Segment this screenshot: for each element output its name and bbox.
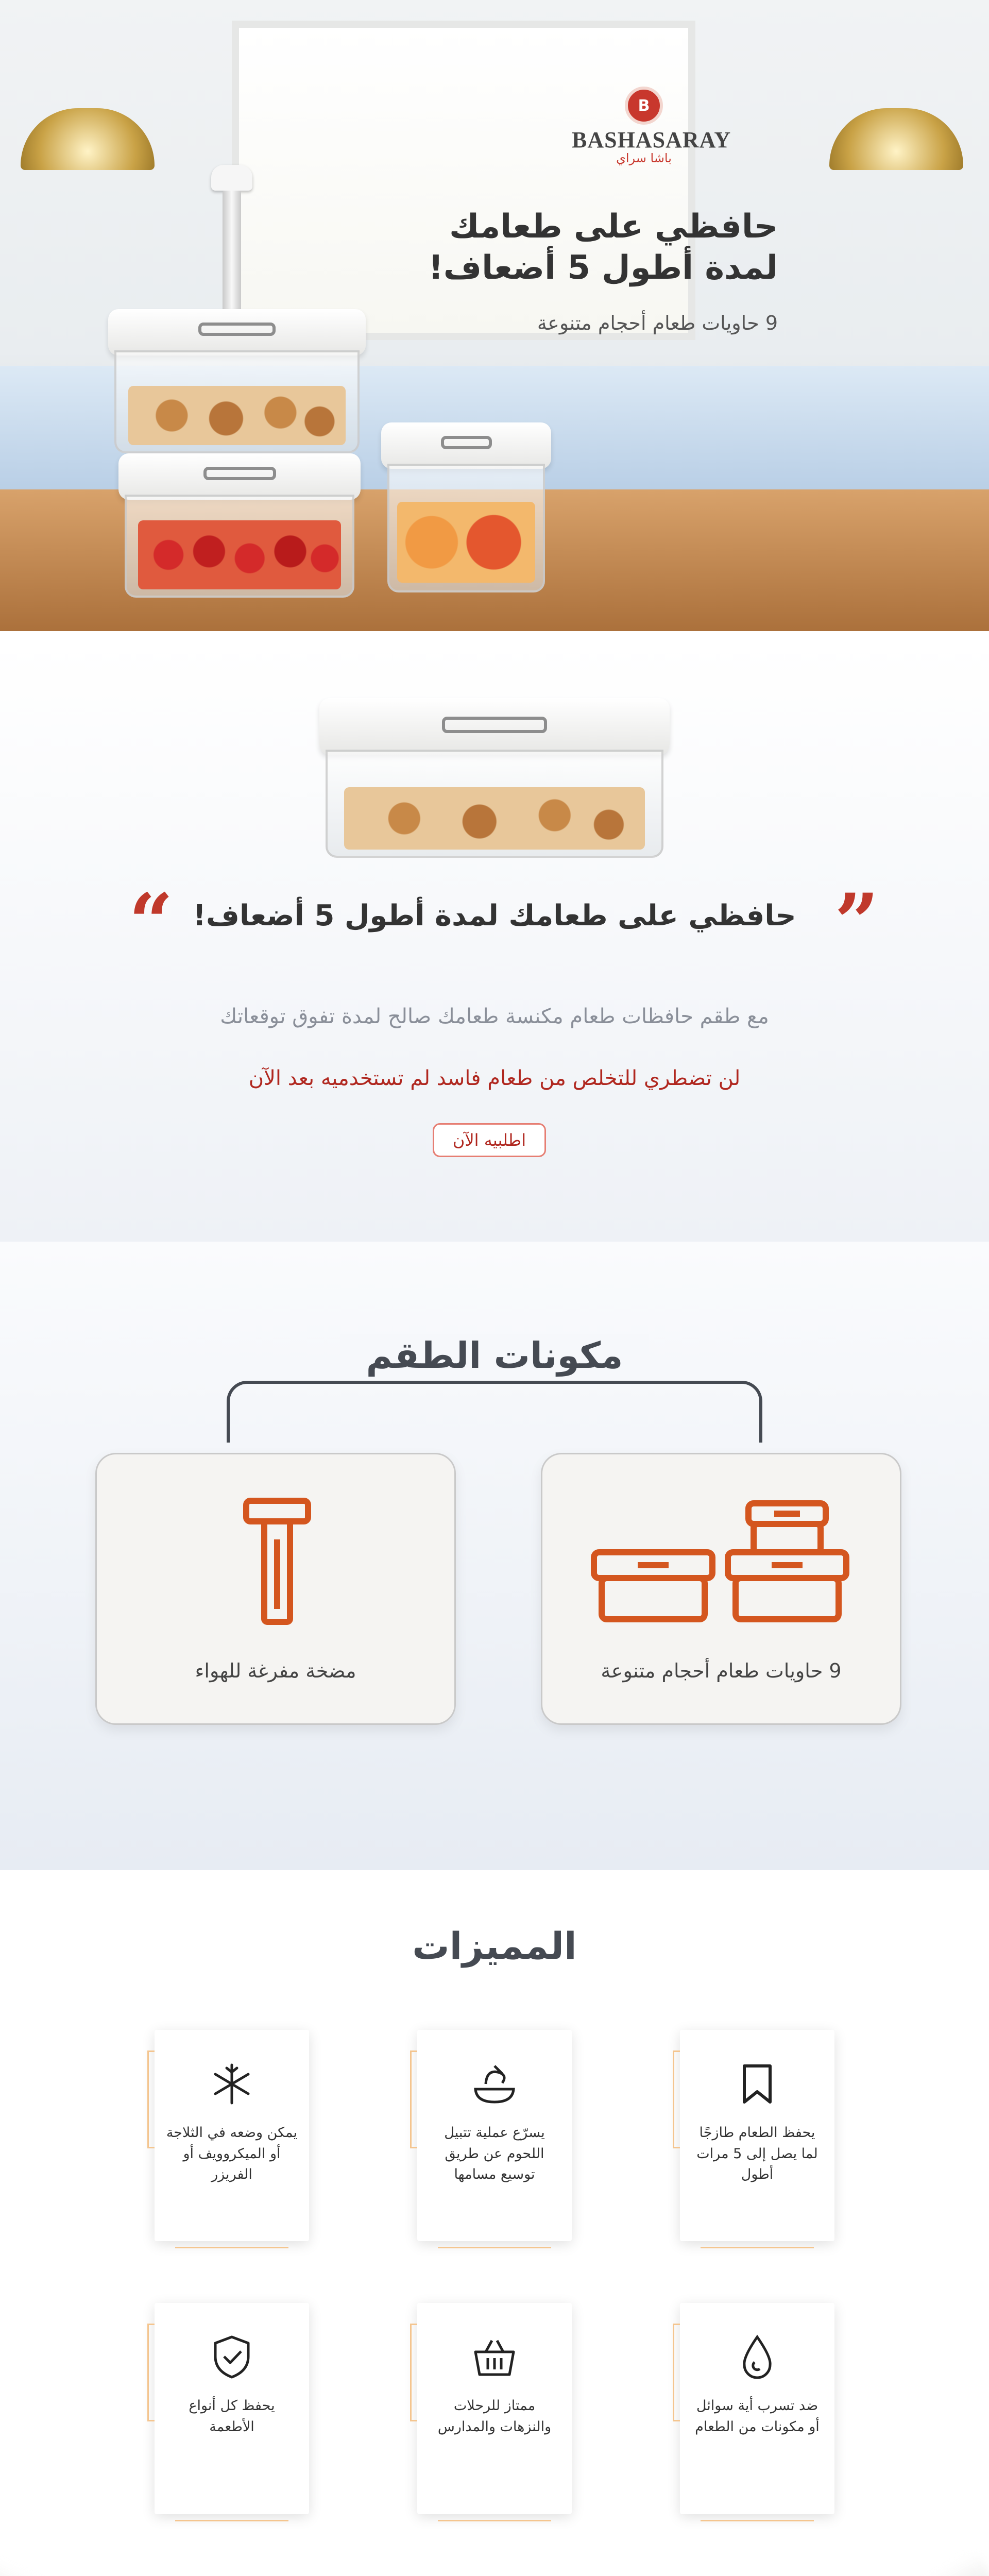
feature-text: يحفظ الطعام طازجًا لما يصل إلى 5 مرات أطول [696,2125,818,2182]
hero-title [422,206,778,289]
feature-card [680,2303,834,2514]
feature-text: يحفظ كل أنواع الأطعمة [189,2398,275,2435]
basket-icon [471,2336,518,2378]
open-quote-icon: ” [834,877,879,968]
component-label: 9 حاويات طعام أحجام متنوعة [601,1659,842,1682]
shield-check-icon [211,2334,252,2380]
features-title: المميزات [412,1924,577,1968]
snowflake-sun-icon [209,2061,255,2107]
component-card-containers [541,1453,901,1725]
feature-text: ممتاز للرحلات والنزهات والمدارس [437,2398,552,2435]
intro-subtitle: مع طقم حافظات طعام مكنسة طعامك صالح لمدة تفوق توقعاتك [220,1005,769,1028]
kitchen-window [232,21,695,340]
drop-icon [739,2334,775,2380]
feature-text: ضد تسرب أية سوائل أو مكونات من الطعام [695,2398,820,2435]
peach-container-image [381,422,551,592]
close-quote-icon: “ [129,877,174,968]
features-section [0,1870,989,2576]
cookie-container-image [108,309,366,453]
intro-note: لن تضطري للتخلص من طعام فاسد لم تستخدميه بعد الآن [248,1066,741,1090]
logo-mark: B [625,87,663,125]
containers-icon [589,1496,857,1630]
pump-icon [241,1496,313,1630]
brand-name: BASHASARAY [572,127,731,152]
intro-title: حافظي على طعامك لمدة أطول 5 أضعاف! [193,899,796,933]
feature-card [680,2030,834,2241]
feature-card [155,2030,309,2241]
kit-components-section [0,1242,989,1870]
title-bracket [227,1381,762,1443]
component-label: مضخة مفرغة للهواء [195,1659,356,1682]
decorative-container-right [828,2553,989,2576]
product-container-image [319,698,670,858]
hero-title-line-1: حافظي على طعامك [449,208,778,246]
feature-card [155,2303,309,2514]
pendant-lamp [21,108,155,170]
component-card-pump [95,1453,456,1725]
feature-text: يسرّع عملية تتبيل اللحوم عن طريق توسيع مسامها [444,2125,545,2182]
bookmark-icon [739,2063,775,2105]
brand-name-ar: باشا سراي [616,151,672,165]
feature-card [417,2303,572,2514]
hero-subtitle: 9 حاويات طعام أحجام متنوعة [537,312,778,334]
order-now-button[interactable]: اطلبيه الآن [433,1123,546,1157]
pendant-lamp [829,108,963,170]
intro-section [0,641,989,1242]
hero-bottom-edge [0,631,989,641]
meat-bowl-icon [471,2063,518,2105]
feature-text: يمكن وضعه في الثلاجة أو الميكروويف أو الفريزر [166,2125,298,2182]
components-title: مكونات الطقم [340,1334,649,1377]
brand-logo[interactable] [572,87,731,165]
hero-title-line-2: لمدة أطول 5 أضعاف! [428,249,778,287]
strawberry-container-image [118,453,361,598]
hero-section [0,0,989,641]
decorative-container-left [0,2552,131,2576]
feature-card [417,2030,572,2241]
